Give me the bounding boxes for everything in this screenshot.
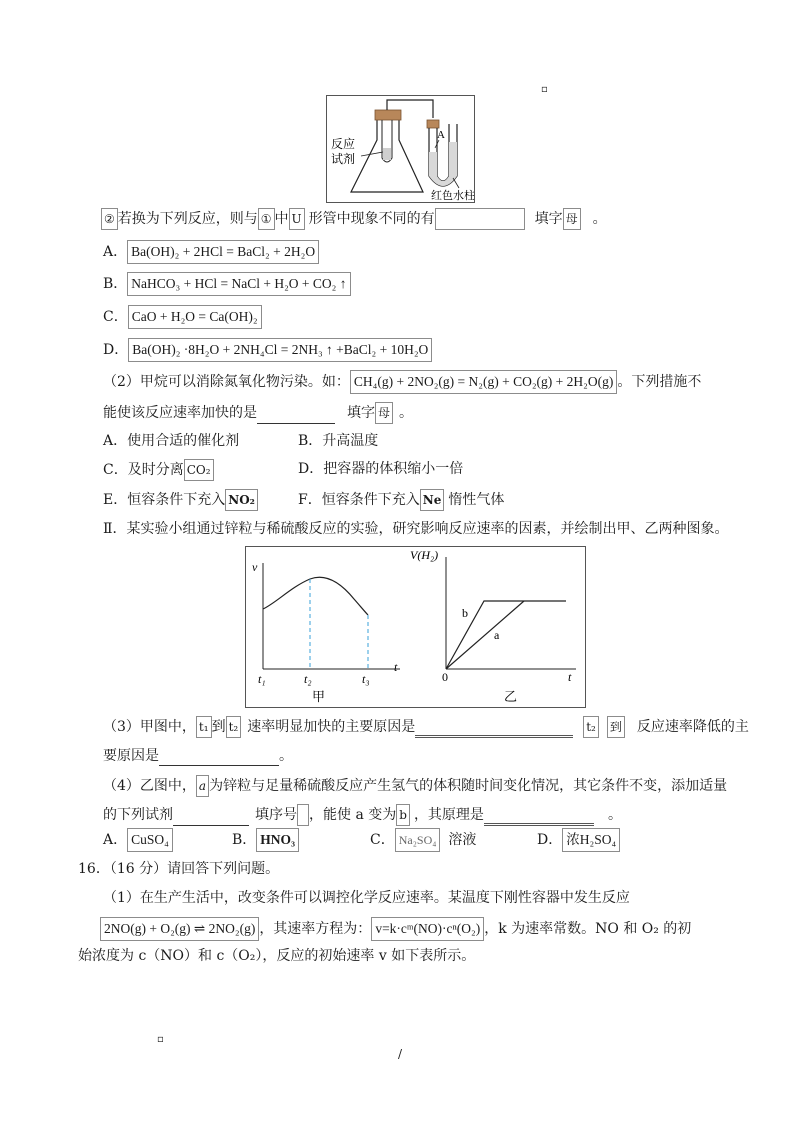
q-4-text-3: 的下列试剂 [103,807,173,823]
q-2-option-d[interactable] [298,459,463,479]
stopper [375,110,401,120]
q-4-option-c[interactable] [370,828,476,852]
q2-circle-text-4: 填字 [534,211,563,227]
q-2-option-c[interactable] [103,459,214,481]
yi-label-b: b [462,606,468,620]
q-4-option-a[interactable] [103,828,173,852]
q-3-box-t2b: t₂ [583,716,599,738]
answer-blank[interactable] [484,807,594,826]
yi-title: 乙 [504,689,518,704]
q2-option-a[interactable] [103,240,319,264]
answer-blank[interactable] [159,749,279,766]
option-text-after: 惰性气体 [448,492,505,508]
q-2-text-1: （2）甲烷可以消除氮氧化物污染。如： [103,374,350,390]
circle-1-mark: ① [258,208,275,230]
q-4-text-4: 填序号 [255,807,297,823]
q-2-text-4: 填字 [347,405,375,421]
option-boxed: NO₂ [225,489,258,511]
q-2-line-1 [103,370,701,394]
q16-formula-1: 2NO(g) + O₂(g) ⇌ 2NO₂(g) [100,917,259,941]
q-4-text-5: ，能使 a 变为 [309,807,397,823]
q-3-text-6: 。 [279,748,293,764]
q2-option-b[interactable] [103,272,351,296]
jia-ylabel: v [252,560,258,574]
option-letter: C． [103,462,128,478]
q16-text-4: 始浓度为 c（NO）和 c（O₂），反应的初始速率 v 如下表所示。 [78,948,476,964]
q-2-text-2: 。下列措施不 [617,374,702,390]
q-3-box-t2: t₂ [226,716,242,738]
q-2-text-3: 能使该反应速率加快的是 [103,405,257,421]
q2-circle-text-2: 中 [274,211,289,227]
corner-mark: ▫ [541,84,548,95]
option-boxed: HNO₃ [256,828,299,852]
q2-circle-text-1: 若换为下列反应，则与 [117,211,258,227]
q-2-option-b[interactable] [298,431,378,451]
q-4-text-7: 。 [607,807,622,823]
yi-label-a: a [494,628,500,642]
option-letter: A． [103,832,128,848]
q16-heading: 16．（16 分）请回答下列问题。 [78,861,280,877]
option-text: 把容器的体积缩小一倍 [323,461,464,477]
q-3-line-2 [103,746,293,766]
q-2-option-e[interactable] [103,489,258,511]
q-2-option-f[interactable] [298,489,504,511]
option-text: 及时分离 [127,462,184,478]
option-letter: A． [103,244,128,260]
q-4-line-1 [103,775,727,797]
q-2-line-2 [103,402,413,424]
answer-blank[interactable] [257,407,335,424]
graphs-drawing [246,547,585,707]
yi-xlabel: t [568,670,572,684]
part-ii: Ⅱ．某实验小组通过锌粒与稀硫酸反应的实验，研究影响反应速率的因素，并绘制出甲、乙两种图象。 [103,521,729,537]
q2-option-c[interactable] [103,305,262,329]
q-4-option-d[interactable] [537,828,620,852]
apparatus-label-reagent-1: 反应 [331,137,356,151]
jia-rate-curve [263,577,368,615]
option-letter: A． [103,433,128,449]
apparatus-drawing [327,96,474,202]
option-formula: CaO + H₂O = Ca(OH)₂ [128,305,262,329]
option-formula: NaHCO₃ + HCl = NaCl + H₂O + CO₂ ↑ [127,272,350,296]
apparatus-label-reagent-2: 试剂 [331,152,356,166]
apparatus-label-water: 红色水柱 [431,190,474,202]
apparatus-label-A: A [437,129,445,141]
option-boxed: 浓H₂SO₄ [562,828,620,852]
option-letter: D． [537,832,563,848]
option-letter: C． [370,832,395,848]
option-letter: D． [103,342,129,358]
page-marker: / [398,1047,403,1061]
q-3-text-4: 反应速率降低的主 [636,719,749,735]
q2-circle-mu: 母 [563,208,581,230]
q16-formula-2: v=k·cᵐ(NO)·cⁿ(O₂) [371,917,484,941]
jia-tick-t1: t₁ [258,672,266,686]
option-formula: Ba(OH)₂ ·8H₂O + 2NH₄Cl = 2NH₃ ↑ +BaCl₂ + 10H₂O [128,338,432,362]
option-boxed: Na₂SO₄ [395,828,441,852]
q2-circle-line [101,208,607,230]
yi-origin: 0 [442,670,448,684]
option-text: 升高温度 [322,433,379,449]
q16-text-1: （1）在生产生活中，改变条件可以调控化学反应速率。某温度下刚性容器中发生反应 [103,890,630,906]
q-4-text-1: （4）乙图中， [103,778,196,794]
q-4-box-a: a [196,775,209,797]
option-letter: B． [103,276,128,292]
q2-option-d[interactable] [103,338,432,362]
option-letter: E． [103,492,128,508]
q-4-box-b: b [396,804,410,826]
q16-text-2: ，其速率方程为： [259,921,372,937]
jia-tick-t2: t₂ [304,672,312,686]
option-formula: Ba(OH)₂ + 2HCl = BaCl₂ + 2H₂O [127,240,319,264]
option-letter: D． [298,461,324,477]
q-2-text-6: 。 [399,405,414,421]
jia-tick-t3: t₃ [362,672,370,686]
q16-line-2 [100,917,691,941]
answer-blank[interactable] [435,208,525,230]
q-2-formula: CH₄(g) + 2NO₂(g) = N₂(g) + CO₂(g) + 2H₂O(g) [350,370,617,394]
u-mark: U [289,208,305,230]
q-4-option-b[interactable] [232,828,299,852]
q-3-text-3: 速率明显加快的主要原因是 [247,719,416,735]
circle-2-mark: ② [101,208,118,230]
q2-circle-text-6: 。 [592,211,607,227]
yi-series-a [446,601,524,669]
q-3-text-1: （3）甲图中， [103,719,196,735]
corner-mark: ▫ [157,1034,164,1045]
yi-ylabel: V(H₂) [410,548,439,562]
q-2-option-a[interactable] [103,431,239,451]
option-boxed: CuSO₄ [127,828,173,852]
q-4-text-6: ，其原理是 [413,807,484,823]
graphs-figure [245,546,586,708]
jia-title: 甲 [312,689,326,704]
q-2-mu: 母 [375,402,393,424]
q-3-box-dao: 到 [607,716,625,738]
q-4-line-2 [103,804,622,826]
option-text: 使用合适的催化剂 [127,433,240,449]
q-3-text-5: 要原因是 [103,748,159,764]
q-3-line-1 [103,716,749,738]
q16-text-3: ，k 为速率常数。NO 和 O₂ 的初 [484,921,692,937]
q2-circle-text-3: 形管中现象不同的有 [308,211,435,227]
q-4-text-2: 为锌粒与足量稀硫酸反应产生氢气的体积随时间变化情况，其它条件不变，添加适量 [209,778,728,794]
q-4-empty-box [297,804,309,826]
option-text-after: 溶液 [448,832,477,848]
option-text: 恒容条件下充入 [321,492,420,508]
apparatus-figure [326,95,475,203]
option-letter: C． [103,309,128,325]
answer-blank[interactable] [415,719,573,738]
jia-xlabel: t [394,660,398,674]
q-3-box-t1: t₁ [196,716,212,738]
option-letter: B． [232,832,257,848]
option-text: 恒容条件下充入 [127,492,226,508]
answer-blank[interactable] [173,809,249,826]
option-boxed: CO₂ [184,459,214,481]
option-boxed: Ne [420,489,445,511]
option-letter: F． [298,492,322,508]
q-3-text-2: 到 [211,719,226,735]
option-letter: B． [298,433,323,449]
